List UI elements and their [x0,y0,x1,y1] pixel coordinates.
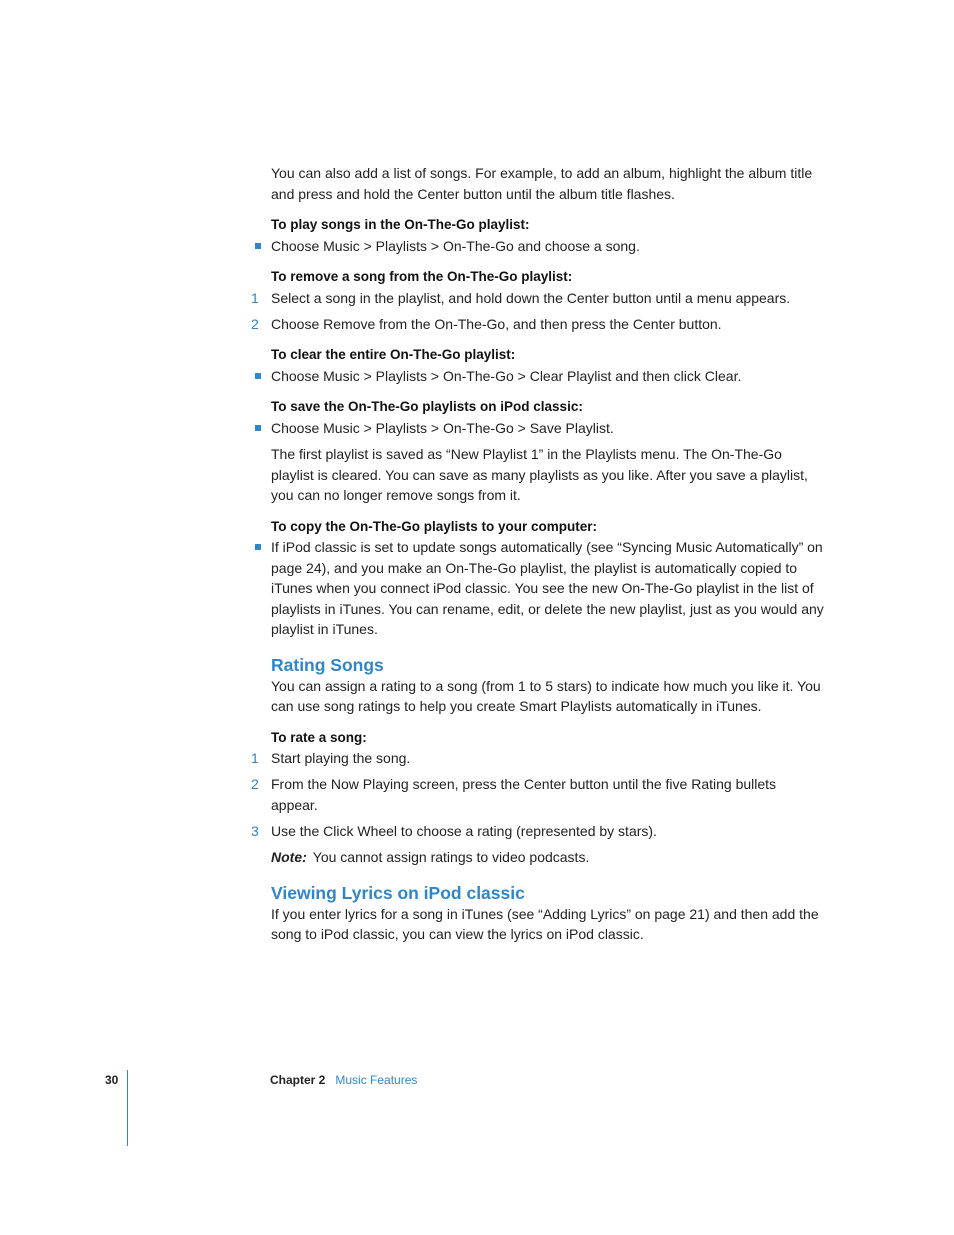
bullet-item [271,418,826,439]
square-bullet-icon [255,544,261,550]
step-number: 2 [251,776,259,792]
bullet-text: Choose Music > Playlists > On-The-Go and choose a song. [271,237,640,254]
step-item [251,314,826,335]
remove-task-heading: To remove a song from the On-The-Go playlist: [271,269,573,284]
clear-task-heading: To clear the entire On-The-Go playlist: [271,347,516,362]
step-text: Use the Click Wheel to choose a rating (represented by stars). [271,822,657,839]
bullet-item [271,537,826,640]
square-bullet-icon [255,425,261,431]
intro-paragraph: You can also add a list of songs. For example, to add an album, highlight the album title and press and hold the Center button until the album title flashes. [271,165,813,202]
step-number: 1 [251,289,259,306]
page-number: 30 [105,1073,119,1087]
page-content [251,163,826,956]
rating-body: You can assign a rating to a song (from 1 to 5 stars) to indicate how much you like it. You can use song ratings to help you create Smart Playlists automatically in iTunes. [271,677,821,714]
lyrics-body: If you enter lyrics for a song in iTunes (see “Adding Lyrics” on page 21) and then add the song to iPod classic, you can view the lyrics on iPod classic. [271,905,819,942]
chapter-label: Chapter 2 [270,1073,326,1087]
note-label: Note: [271,849,307,865]
step-text: Start playing the song. [271,750,411,766]
bullet-text: Choose Music > Playlists > On-The-Go > Save Playlist. [271,419,614,436]
note-text: You cannot assign ratings to video podcasts. [312,849,590,865]
step-number: 3 [251,822,259,839]
play-task-heading: To play songs in the On-The-Go playlist: [271,217,530,232]
step-item [251,288,826,309]
step-number: 2 [251,315,259,332]
step-text: From the Now Playing screen, press the Center button until the five Rating bullets appear. [271,776,777,813]
step-item [251,748,826,769]
square-bullet-icon [255,243,261,249]
rating-section-title: Rating Songs [271,654,384,675]
step-number: 1 [251,750,259,766]
save-followup-paragraph: The first playlist is saved as “New Playlist 1” in the Playlists menu. The On-The-Go playlist is cleared. You can save as many playlists as you like. After you save a playlist, you can no longer remove songs from it. [271,446,808,503]
step-item [251,774,826,815]
footer-divider [127,1070,128,1146]
square-bullet-icon [255,373,261,379]
bullet-text: Choose Music > Playlists > On-The-Go > Clear Playlist and then click Clear. [271,367,742,384]
save-task-heading: To save the On-The-Go playlists on iPod classic: [271,399,583,414]
rate-task-heading: To rate a song: [271,729,367,745]
bullet-item [271,366,826,387]
step-text: Choose Remove from the On-The-Go, and then press the Center button. [271,315,722,332]
rating-note [271,847,826,868]
bullet-text: If iPod classic is set to update songs automatically (see “Syncing Music Automatically” on page 24), and you make an On-The-Go playlist, the playlist is automatically copied to iTunes when you connect iPod classic. You see the new On-The-Go playlist in the list of playlists in iTunes. You can rename, edit, or delete the new playlist, just as you would any playlist in iTunes. [271,539,824,637]
copy-task-heading: To copy the On-The-Go playlists to your computer: [271,518,598,534]
step-item [251,821,826,842]
chapter-title: Music Features [335,1073,418,1087]
lyrics-section-title: Viewing Lyrics on iPod classic [271,882,525,903]
step-text: Select a song in the playlist, and hold down the Center button until a menu appears. [271,289,791,306]
bullet-item [271,236,826,257]
footer-chapter [270,1073,417,1087]
